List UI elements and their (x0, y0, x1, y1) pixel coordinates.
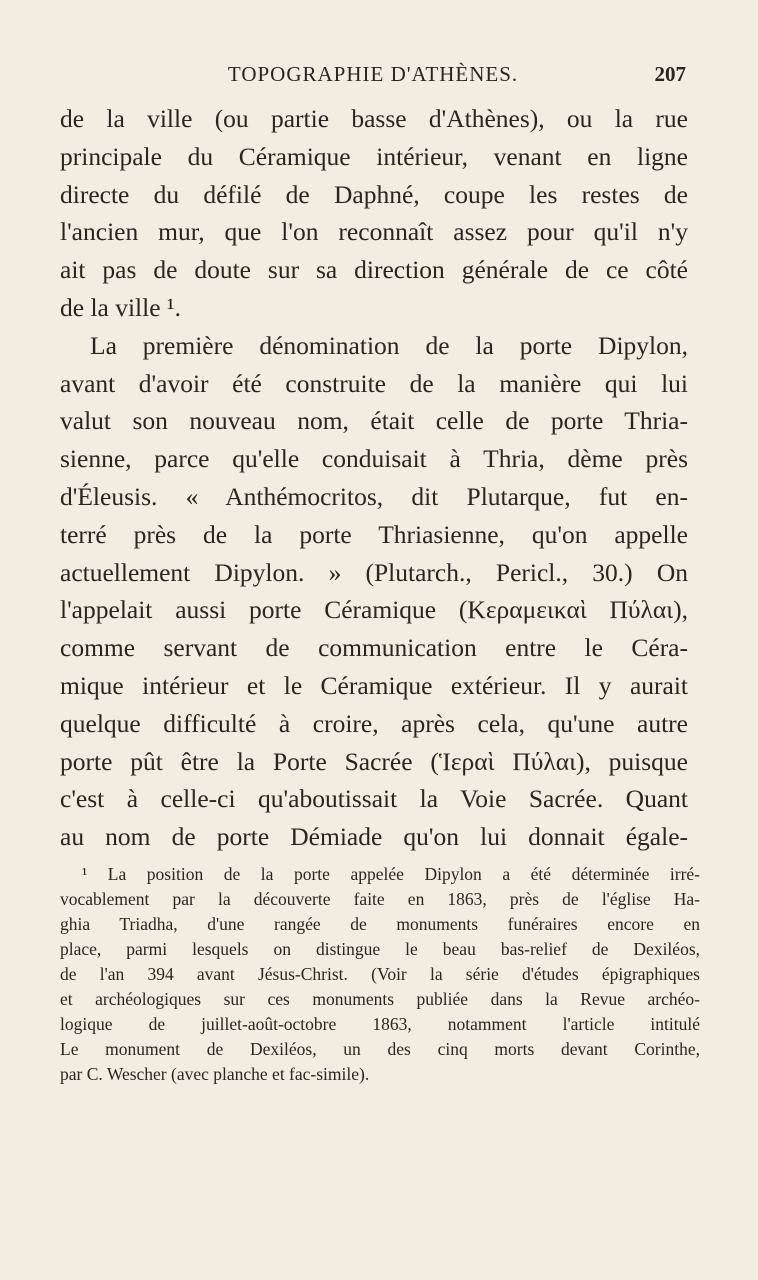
footnote-line: Le monument de Dexiléos, un des cinq morts devant Corinthe, (60, 1039, 700, 1059)
footnote-line: ghia Triadha, d'une rangée de monuments funéraires encore en (60, 914, 700, 934)
main-text (60, 100, 688, 856)
footnote-line: place, parmi lesquels on distingue le beau bas-relief de Dexiléos, (60, 939, 700, 959)
text-line: principale du Céramique intérieur, venant en ligne (60, 141, 688, 171)
text-line: sienne, parce qu'elle conduisait à Thria, dème près (60, 444, 688, 474)
footnote-line: par C. Wescher (avec planche et fac-simile). (60, 1064, 370, 1084)
text-line: directe du défilé de Daphné, coupe les restes de (60, 179, 688, 209)
text-line: La première dénomination de la porte Dipylon, (90, 330, 688, 360)
text-line: l'appelait aussi porte Céramique (Κεραμεικαὶ Πύλαι), (60, 595, 688, 625)
footnote-line: vocablement par la découverte faite en 1863, près de l'église Ha- (60, 889, 700, 909)
text-line: ait pas de doute sur sa direction générale de ce côté (60, 255, 688, 285)
text-line: c'est à celle-ci qu'aboutissait la Voie Sacrée. Quant (60, 784, 688, 814)
footnote-line: logique de juillet-août-octobre 1863, notamment l'article intitulé (60, 1014, 700, 1034)
text-line: valut son nouveau nom, était celle de porte Thria- (60, 406, 688, 436)
text-line: terré près de la porte Thriasienne, qu'on appelle (60, 519, 688, 549)
text-line: quelque difficulté à croire, après cela, qu'une autre (60, 708, 688, 738)
text-line: porte pût être la Porte Sacrée (Ἱεραὶ Πύλαι), puisque (60, 746, 688, 776)
footnote (60, 862, 700, 1087)
page-number: 207 (654, 62, 686, 86)
text-line: actuellement Dipylon. » (Plutarch., Pericl., 30.) On (60, 557, 688, 587)
text-line: de la ville (ou partie basse d'Athènes), ou la rue (60, 104, 688, 133)
footnote-line: ¹ La position de la porte appelée Dipylon a été déterminée irré- (82, 864, 700, 884)
running-title: TOPOGRAPHIE D'ATHÈNES. (227, 62, 519, 86)
text-line: mique intérieur et le Céramique extérieur. Il y aurait (60, 670, 688, 700)
text-line: avant d'avoir été construite de la manière qui lui (60, 368, 688, 398)
text-line: de la ville ¹. (60, 292, 181, 322)
footnote-line: et archéologiques sur ces monuments publiée dans la Revue archéo- (60, 989, 700, 1009)
text-line: d'Éleusis. « Anthémocritos, dit Plutarque, fut en- (60, 481, 688, 511)
running-head (60, 62, 686, 92)
text-line: au nom de porte Démiade qu'on lui donnait égale- (60, 822, 688, 852)
text-line: l'ancien mur, que l'on reconnaît assez pour qu'il n'y (60, 217, 688, 247)
footnote-line: de l'an 394 avant Jésus-Christ. (Voir la série d'études épigraphiques (60, 964, 700, 984)
text-line: comme servant de communication entre le Céra- (60, 633, 688, 663)
